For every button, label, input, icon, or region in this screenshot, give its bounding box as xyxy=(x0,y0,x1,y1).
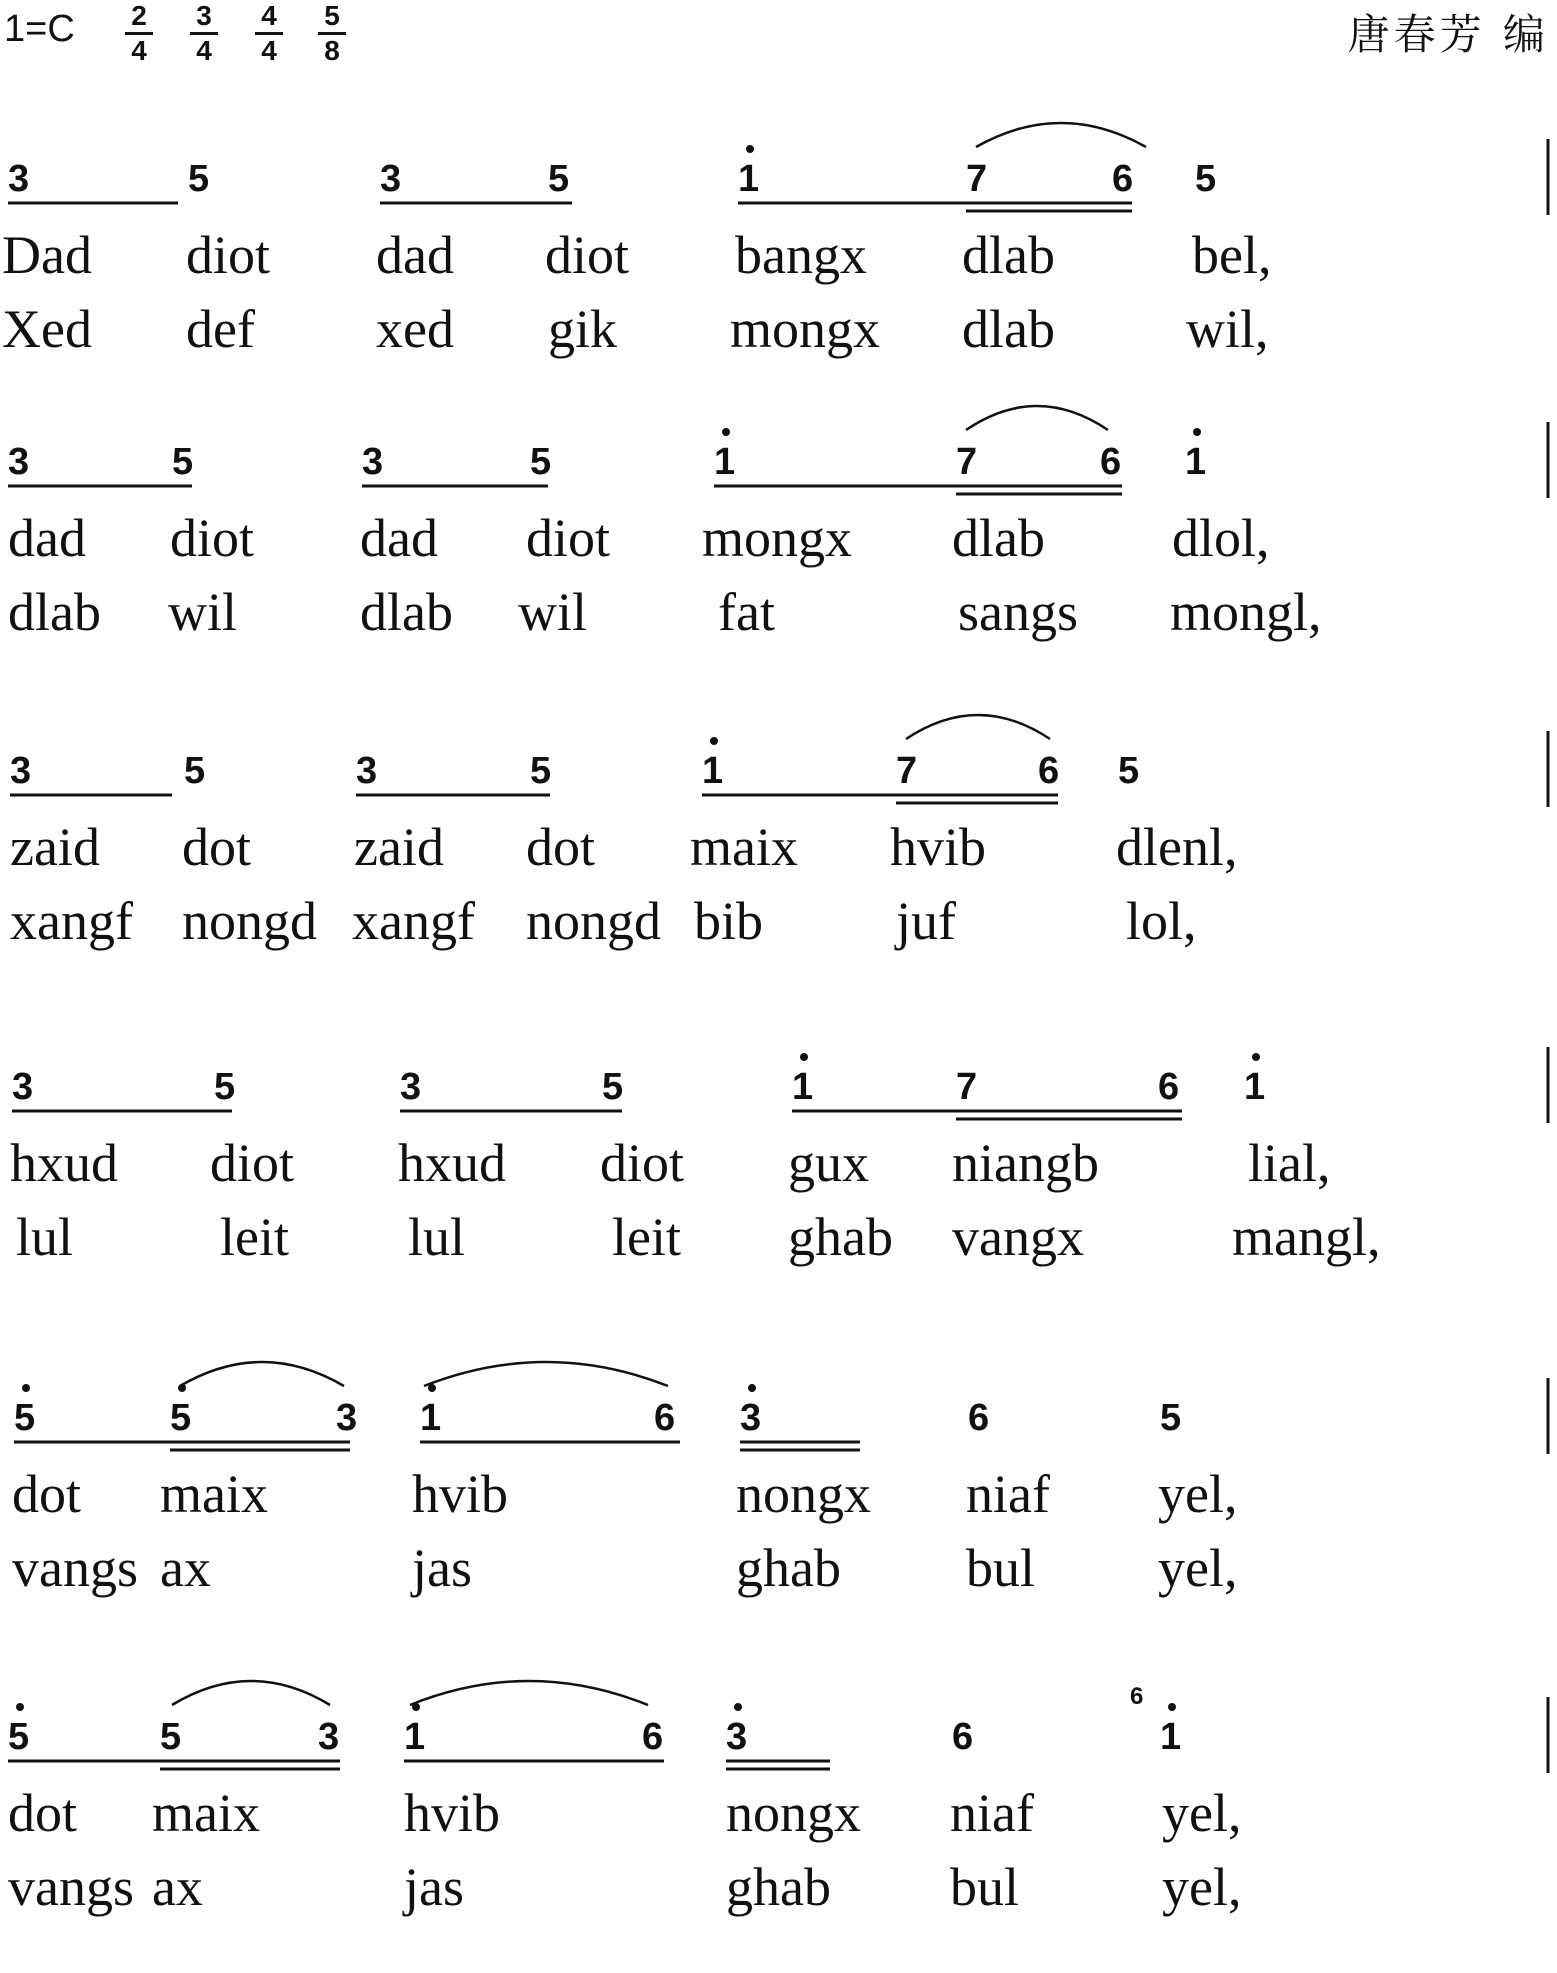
note-6: 6 xyxy=(968,1397,990,1439)
lyric-verse-2: lol, xyxy=(1126,891,1197,951)
note-1: 1 xyxy=(702,751,723,791)
score-system-2 xyxy=(0,428,1557,698)
lyric-verse-2: ax xyxy=(160,1538,211,1598)
slur xyxy=(410,1681,648,1705)
note-5: 5 xyxy=(602,1066,624,1108)
slur xyxy=(172,1681,330,1705)
lyric-verse-1: nongx xyxy=(726,1783,861,1843)
lyric-verse-1: zaid xyxy=(10,817,100,877)
note-6: 6 xyxy=(642,1716,664,1758)
octave-dot xyxy=(710,737,718,745)
note-3: 3 xyxy=(8,158,30,200)
lyric-verse-1: dot xyxy=(12,1464,82,1524)
lyric-verse-2: ghab xyxy=(788,1207,893,1267)
note-5: 5 xyxy=(530,750,552,792)
octave-dot xyxy=(1168,1703,1176,1711)
note-6: 6 xyxy=(952,1716,974,1758)
lyric-verse-1: hvib xyxy=(890,817,987,877)
lyric-verse-2: leit xyxy=(612,1207,681,1267)
note-3: 3 xyxy=(740,1398,761,1438)
note-5: 5 xyxy=(1118,750,1140,792)
time-signature-4: 5 8 xyxy=(315,2,349,65)
lyric-verse-2: mongx xyxy=(730,299,881,359)
time-signature-2: 3 4 xyxy=(187,2,221,65)
note-7: 7 xyxy=(966,158,988,200)
note-3: 3 xyxy=(12,1066,34,1108)
lyric-verse-2: ghab xyxy=(736,1538,841,1598)
lyric-verse-2: fat xyxy=(718,582,775,642)
lyric-verse-2: vangs xyxy=(8,1857,134,1917)
slur xyxy=(180,1362,344,1386)
note-5: 5 xyxy=(1160,1397,1182,1439)
lyric-verse-2: yel, xyxy=(1162,1857,1242,1917)
lyric-verse-2: nongd xyxy=(526,891,661,951)
lyric-verse-1: maix xyxy=(152,1783,260,1843)
lyric-verse-2: jas xyxy=(412,1538,472,1598)
note-7: 7 xyxy=(896,750,918,792)
lyric-verse-2: bul xyxy=(966,1538,1036,1598)
slur xyxy=(976,123,1146,147)
lyric-verse-2: xed xyxy=(376,299,454,359)
note-6: 6 xyxy=(1038,750,1060,792)
note-5: 5 xyxy=(1195,158,1217,200)
lyric-verse-2: dlab xyxy=(962,299,1055,359)
grace-note: 6 xyxy=(1130,1683,1144,1710)
note-5: 5 xyxy=(160,1716,182,1758)
lyric-verse-2: mongl, xyxy=(1170,582,1322,642)
lyric-verse-2: wil, xyxy=(1186,299,1269,359)
lyric-verse-1: nongx xyxy=(736,1464,871,1524)
note-7: 7 xyxy=(956,1066,978,1108)
octave-dot xyxy=(178,1384,186,1392)
lyric-verse-2: juf xyxy=(896,891,956,951)
lyric-verse-1: diot xyxy=(600,1133,685,1193)
lyric-verse-2: ghab xyxy=(726,1857,831,1917)
lyric-verse-2: leit xyxy=(220,1207,289,1267)
score-system-5 xyxy=(0,1384,1557,1654)
lyric-verse-1: dlenl, xyxy=(1116,817,1238,877)
lyric-verse-1: dad xyxy=(376,225,454,285)
lyric-verse-1: yel, xyxy=(1162,1783,1242,1843)
score-system-3 xyxy=(0,737,1557,1007)
lyric-verse-2: vangx xyxy=(952,1207,1084,1267)
lyric-verse-2: xangf xyxy=(352,891,475,951)
note-5: 5 xyxy=(530,441,552,483)
note-3: 3 xyxy=(400,1066,422,1108)
lyric-verse-1: diot xyxy=(526,508,611,568)
note-5: 5 xyxy=(172,441,194,483)
lyric-verse-1: hxud xyxy=(10,1133,118,1193)
lyric-verse-2: mangl, xyxy=(1232,1207,1381,1267)
note-3: 3 xyxy=(336,1397,358,1439)
slur xyxy=(424,1362,668,1386)
lyric-verse-2: bib xyxy=(694,891,764,951)
lyric-verse-1: diot xyxy=(545,225,630,285)
lyric-verse-2: def xyxy=(186,299,255,359)
note-1: 1 xyxy=(1160,1717,1181,1757)
lyric-verse-2: yel, xyxy=(1158,1538,1238,1598)
lyric-verse-1: dlab xyxy=(962,225,1055,285)
lyric-verse-1: yel, xyxy=(1158,1464,1238,1524)
note-1: 1 xyxy=(738,159,759,199)
lyric-verse-2: sangs xyxy=(958,582,1078,642)
note-5: 5 xyxy=(548,158,570,200)
note-5: 5 xyxy=(214,1066,236,1108)
octave-dot xyxy=(428,1384,436,1392)
note-6: 6 xyxy=(1112,158,1134,200)
note-5: 5 xyxy=(184,750,206,792)
note-1: 1 xyxy=(792,1067,813,1107)
octave-dot xyxy=(1193,428,1201,436)
note-5: 5 xyxy=(8,1717,29,1757)
lyric-verse-1: dlab xyxy=(952,508,1045,568)
lyric-verse-2: wil xyxy=(518,582,588,642)
note-3: 3 xyxy=(8,441,30,483)
note-6: 6 xyxy=(654,1397,676,1439)
lyric-verse-1: diot xyxy=(170,508,255,568)
note-1: 1 xyxy=(404,1717,425,1757)
note-5: 5 xyxy=(14,1398,35,1438)
octave-dot xyxy=(800,1053,808,1061)
lyric-verse-1: maix xyxy=(690,817,798,877)
note-3: 3 xyxy=(726,1717,747,1757)
lyric-verse-2: nongd xyxy=(182,891,317,951)
lyric-verse-1: dot xyxy=(8,1783,78,1843)
note-1: 1 xyxy=(420,1398,441,1438)
lyric-verse-2: Xed xyxy=(2,299,92,359)
note-1: 1 xyxy=(1244,1067,1265,1107)
note-7: 7 xyxy=(956,441,978,483)
lyric-verse-1: lial, xyxy=(1248,1133,1331,1193)
lyric-verse-1: hvib xyxy=(412,1464,509,1524)
lyric-verse-1: gux xyxy=(788,1133,869,1193)
lyric-verse-1: niaf xyxy=(966,1464,1050,1524)
time-signature-1: 2 4 xyxy=(122,2,156,65)
lyric-verse-2: xangf xyxy=(10,891,133,951)
lyric-verse-1: hxud xyxy=(398,1133,506,1193)
lyric-verse-2: jas xyxy=(404,1857,464,1917)
lyric-verse-2: bul xyxy=(950,1857,1020,1917)
score-system-6 xyxy=(0,1683,1557,1973)
note-3: 3 xyxy=(380,158,402,200)
lyric-verse-2: dlab xyxy=(360,582,453,642)
lyric-verse-1: bangx xyxy=(735,225,867,285)
score-system-4 xyxy=(0,1053,1557,1323)
lyric-verse-1: bel, xyxy=(1192,225,1272,285)
lyric-verse-1: dot xyxy=(182,817,252,877)
octave-dot xyxy=(22,1384,30,1392)
lyric-verse-1: dad xyxy=(360,508,438,568)
lyric-verse-2: dlab xyxy=(8,582,101,642)
octave-dot xyxy=(412,1703,420,1711)
arranger-credit: 唐春芳 编 xyxy=(1347,10,1549,59)
lyric-verse-1: niaf xyxy=(950,1783,1034,1843)
octave-dot xyxy=(746,145,754,153)
lyric-verse-1: maix xyxy=(160,1464,268,1524)
lyric-verse-2: ax xyxy=(152,1857,203,1917)
lyric-verse-2: vangs xyxy=(12,1538,138,1598)
lyric-verse-1: diot xyxy=(210,1133,295,1193)
note-5: 5 xyxy=(170,1398,191,1438)
note-3: 3 xyxy=(356,750,378,792)
note-3: 3 xyxy=(10,750,32,792)
lyric-verse-2: wil xyxy=(168,582,238,642)
lyric-verse-1: mongx xyxy=(702,508,853,568)
lyric-verse-1: Dad xyxy=(2,225,92,285)
octave-dot xyxy=(734,1703,742,1711)
time-signature-3: 4 4 xyxy=(252,2,286,65)
note-5: 5 xyxy=(188,158,210,200)
lyric-verse-1: dot xyxy=(526,817,596,877)
lyric-verse-2: lul xyxy=(408,1207,466,1267)
octave-dot xyxy=(748,1384,756,1392)
note-1: 1 xyxy=(714,442,735,482)
score-system-1 xyxy=(0,145,1557,415)
lyric-verse-1: dad xyxy=(8,508,86,568)
octave-dot xyxy=(1252,1053,1260,1061)
lyric-verse-1: diot xyxy=(186,225,271,285)
note-6: 6 xyxy=(1100,441,1122,483)
lyric-verse-2: gik xyxy=(548,299,618,359)
octave-dot xyxy=(722,428,730,436)
lyric-verse-1: hvib xyxy=(404,1783,501,1843)
lyric-verse-1: dlol, xyxy=(1172,508,1270,568)
lyric-verse-2: lul xyxy=(16,1207,74,1267)
note-6: 6 xyxy=(1158,1066,1180,1108)
slur xyxy=(906,715,1050,739)
note-1: 1 xyxy=(1185,442,1206,482)
lyric-verse-1: niangb xyxy=(952,1133,1099,1193)
lyric-verse-1: zaid xyxy=(354,817,444,877)
note-3: 3 xyxy=(318,1716,340,1758)
key-signature: 1=C xyxy=(4,8,75,50)
octave-dot xyxy=(16,1703,24,1711)
note-3: 3 xyxy=(362,441,384,483)
